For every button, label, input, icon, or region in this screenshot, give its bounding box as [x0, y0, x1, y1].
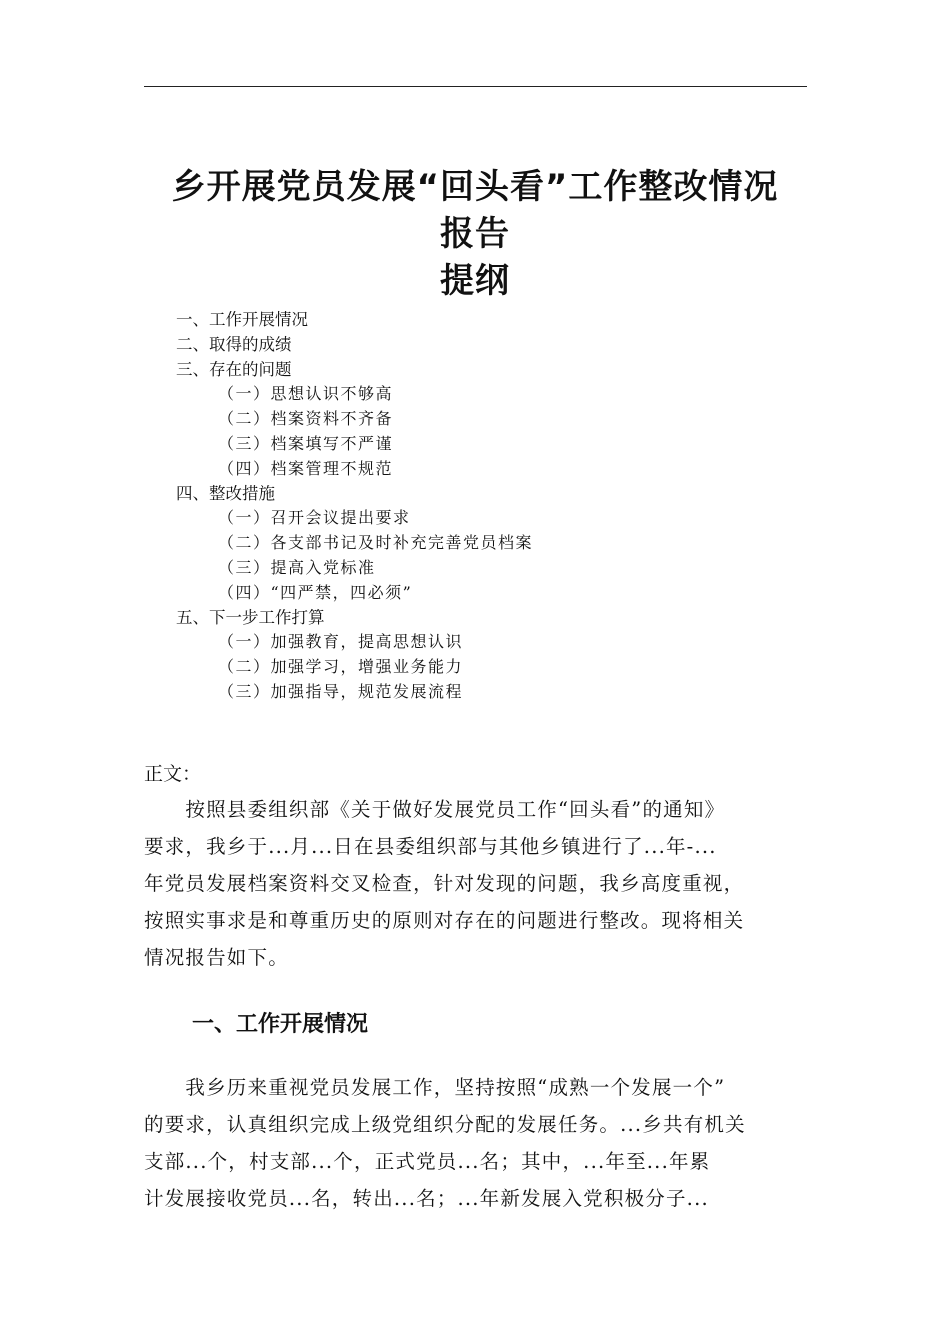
outline-item: （一）召开会议提出要求 [218, 508, 411, 528]
outline-item: （二）各支部书记及时补充完善党员档案 [218, 533, 534, 553]
title-line-2: 报告 [440, 214, 510, 254]
outline-item: （二）加强学习，增强业务能力 [218, 657, 464, 677]
intro-paragraph [144, 791, 808, 976]
document-title [100, 164, 850, 305]
outline-item: （三）档案填写不严谨 [218, 433, 394, 453]
section-heading: 一、工作开展情况 [192, 1012, 369, 1037]
outline-item: （一）加强教育，提高思想认识 [218, 632, 464, 652]
title-line-3: 提纲 [440, 261, 510, 301]
outline-section-5: 五、下一步工作打算 [176, 607, 325, 627]
paragraph-line: 年党员发展档案资料交叉检查，针对发现的问题，我乡高度重视， [144, 872, 745, 895]
paragraph-line: 计发展接收党员...名，转出...名；...年新发展入党积极分子... [144, 1187, 709, 1210]
section-1-paragraph [144, 1069, 808, 1217]
paragraph-line: 要求，我乡于...月...日在县委组织部与其他乡镇进行了...年-... [144, 835, 717, 858]
outline-section-3: 三、存在的问题 [176, 359, 292, 379]
outline-item: （二）档案资料不齐备 [218, 409, 394, 429]
paragraph-line: 情况报告如下。 [144, 946, 289, 969]
paragraph-line: 我乡历来重视党员发展工作，坚持按照“成熟一个发展一个” [144, 1076, 726, 1099]
title-line-1: 乡开展党员发展“回头看”工作整改情况 [171, 167, 779, 207]
outline-item: （三）加强指导，规范发展流程 [218, 681, 464, 701]
outline-item: （四）档案管理不规范 [218, 458, 394, 478]
outline-list [176, 308, 816, 705]
outline-section-2: 二、取得的成绩 [176, 334, 292, 354]
paragraph-line: 按照县委组织部《关于做好发展党员工作“回头看”的通知》 [144, 798, 726, 821]
outline-item: （三）提高入党标准 [218, 557, 376, 577]
outline-section-4: 四、整改措施 [176, 483, 275, 503]
paragraph-line: 按照实事求是和尊重历史的原则对存在的问题进行整改。现将相关 [144, 909, 745, 932]
header-rule [144, 86, 807, 87]
paragraph-line: 支部...个，村支部...个，正式党员...名；其中，...年至...年累 [144, 1150, 711, 1173]
body-label: 正文： [144, 763, 202, 785]
outline-item: （四）“四严禁，四必须” [218, 582, 413, 602]
paragraph-line: 的要求，认真组织完成上级党组织分配的发展任务。...乡共有机关 [144, 1113, 746, 1136]
outline-section-1: 一、工作开展情况 [176, 310, 308, 329]
outline-item: （一）思想认识不够高 [218, 384, 394, 404]
